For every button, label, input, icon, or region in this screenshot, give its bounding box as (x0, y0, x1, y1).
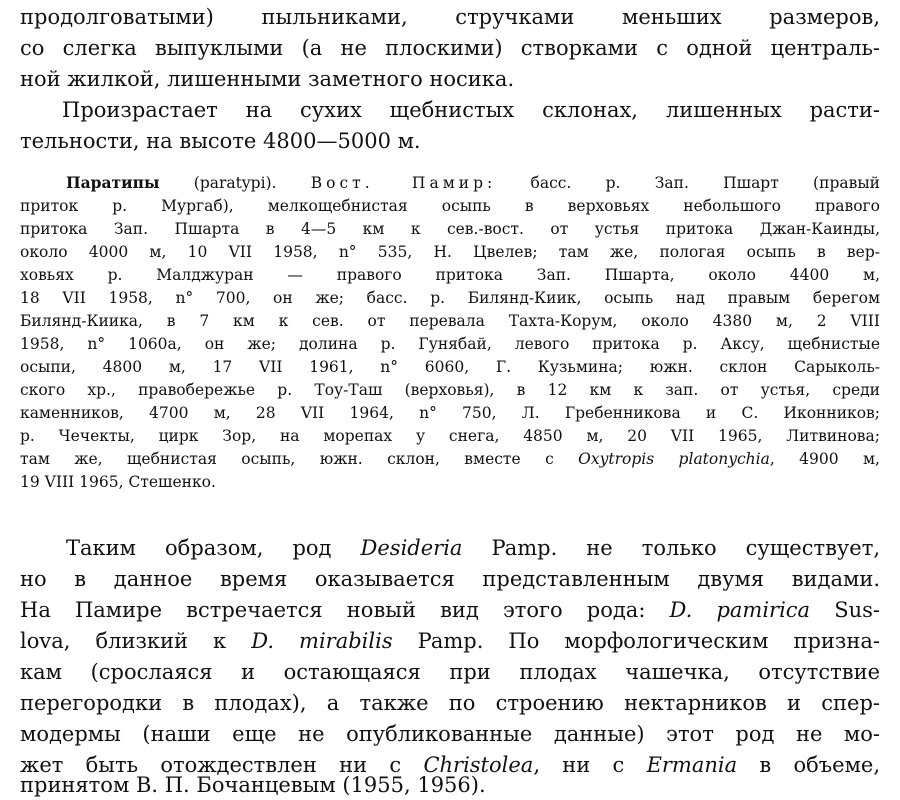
text-line: 18 VII 1958, n° 700, он же; басс. р. Билянд-Киик, осыпь над правым берегом (20, 289, 880, 307)
text-segment: Таким образом, род (66, 536, 361, 560)
text-line: р. Чечекты, цирк Зор, на морепах у снега, 4850 м, 20 VII 1965, Литвинова; (20, 427, 880, 445)
text-segment: там же, щебнистая осыпь, южн. склон, вместе с (20, 450, 579, 468)
text-line: тельности, на высоте 4800—5000 м. (20, 129, 421, 153)
text-segment: Sus- (810, 598, 880, 622)
paratypes-latin: (paratypi). (159, 174, 311, 192)
text-line: ной жилкой, лишенными заметного носика. (20, 67, 515, 91)
specimens-first-line (66, 172, 880, 194)
species-name: D. mirabilis (251, 629, 393, 653)
text-line: перегородки в плодах), а также по строению нектарников и спер- (20, 691, 880, 715)
text-line (66, 535, 880, 561)
text-line: со слегка выпуклыми (а не плоскими) створками с одной централь- (20, 36, 880, 60)
genus-name: Desideria (360, 536, 463, 560)
genus-name: Ermania (646, 753, 738, 777)
text-line: но в данное время оказывается представленным двумя видами. (20, 567, 880, 591)
text-segment: , ни с (533, 753, 647, 777)
text-line (20, 628, 880, 654)
text-segment: Pamp. По морфологическим призна- (392, 629, 880, 653)
species-name: D. pamirica (669, 598, 811, 622)
genus-name: Christolea (423, 753, 534, 777)
text-line: модермы (наши еще не опубликованные данные) этот род не мо- (20, 722, 880, 746)
text-line: около 4000 м, 10 VII 1958, n° 535, Н. Цвелев; там же, пологая осыпь в вер- (20, 243, 880, 261)
text-line: 1958, n° 1060а, он же; долина р. Гунябай, левого притока р. Аксу, щебнистые (20, 335, 880, 353)
text-segment: в объеме, (737, 753, 881, 777)
text-line: Билянд-Киика, в 7 км к сев. от перевала Тахта-Корум, около 4380 м, 2 VIII (20, 312, 880, 330)
text-line: каменников, 4700 м, 28 VII 1964, n° 750, Л. Гребенникова и С. Иконников; (20, 404, 880, 422)
text-line: ского хр., правобережье р. Тоу-Таш (верховья), в 12 км к зап. от устья, среди (20, 381, 880, 399)
text-line: ховьях р. Малджуран — правого притока Зап. Пшарта, около 4400 м, (20, 266, 880, 284)
text-line: 19 VIII 1965, Стешенко. (20, 473, 216, 491)
text-line (20, 448, 880, 470)
text-line: Произрастает на сухих щебнистых склонах, лишенных расти- (62, 98, 880, 122)
text-line (20, 597, 880, 623)
text-segment: жет быть отождествлен ни с (20, 753, 424, 777)
species-name: Oxytropis platonychia (578, 450, 770, 468)
text-segment: На Памире встречается новый вид этого рода: (20, 598, 670, 622)
text-segment: Pamp. не только существует, (462, 536, 881, 560)
text-line: притока Зап. Пшарта в 4—5 км к сев.-вост. от устья притока Джан-Каинды, (20, 220, 880, 238)
text-line: приток р. Мургаб), мелкощебнистая осыпь в верховьях небольшого правого (20, 197, 880, 215)
region-label: Вост. Памир: (310, 174, 497, 192)
text-line: принятом В. П. Бочанцевым (1955, 1956). (20, 773, 486, 797)
text-line: осыпи, 4800 м, 17 VII 1961, n° 6060, Г. Кузьмина; южн. склон Сарыколь- (20, 358, 880, 376)
text-line: продолговатыми) пыльниками, стручками меньших размеров, (20, 5, 880, 29)
specimens-text: басс. р. Зап. Пшарт (правый (496, 174, 880, 192)
text-line: кам (срослаяся и остающаяся при плодах чашечка, отсутствие (20, 660, 880, 684)
text-segment: lova, близкий к (20, 629, 252, 653)
paratypes-label: Паратипы (66, 173, 160, 192)
text-segment: , 4900 м, (769, 450, 880, 468)
